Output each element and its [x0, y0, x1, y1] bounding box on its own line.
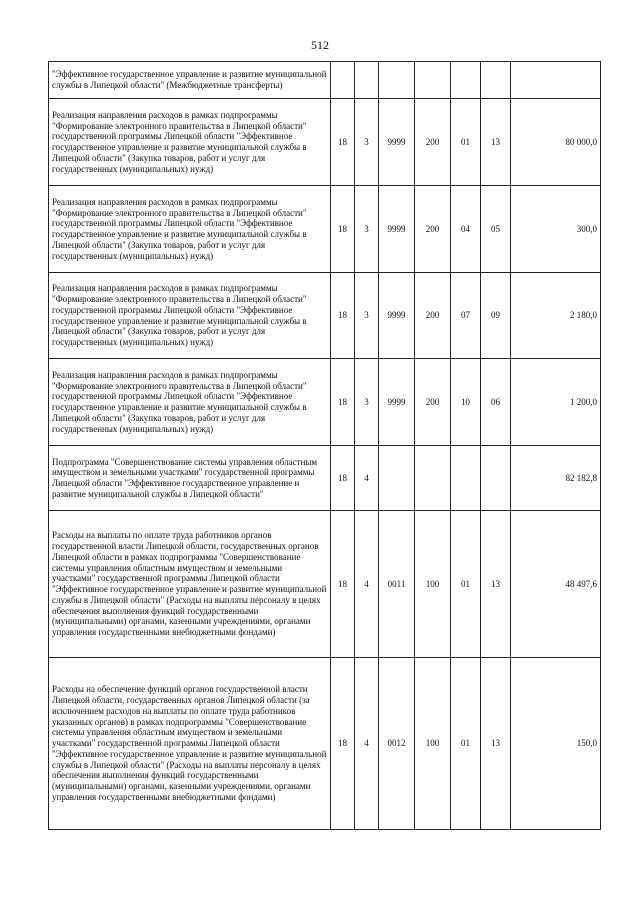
cell-subprogram: 3: [355, 359, 379, 446]
cell-section: [451, 446, 481, 511]
table-row: [49, 359, 601, 446]
cell-amount: 82 182,8: [511, 446, 601, 511]
cell-section: [451, 62, 481, 99]
cell-target: 0012: [379, 658, 415, 830]
cell-subprogram: 3: [355, 273, 379, 359]
cell-subprogram: 4: [355, 658, 379, 830]
cell-subsection: 06: [481, 359, 511, 446]
cell-subsection: [481, 62, 511, 99]
cell-expense-type: 200: [415, 359, 451, 446]
cell-ved: 18: [331, 511, 355, 658]
table-row: [49, 273, 601, 359]
table-row: [49, 186, 601, 273]
table-row: [49, 511, 601, 658]
cell-section: 01: [451, 658, 481, 830]
cell-subsection: 13: [481, 99, 511, 186]
cell-section: 01: [451, 511, 481, 658]
table-row: [49, 62, 601, 99]
row-name: Реализация направления расходов в рамках подпрограммы "Формирование электронного правительства в Липецкой области" государственной программы Липецкой области "Эффективное государственное управление и развитие муниципальной службы в Липецкой области" (Закупка товаров, работ и услуг для государственных (муниципальных) нужд): [49, 273, 331, 359]
cell-section: 01: [451, 99, 481, 186]
row-name: Расходы на выплаты по оплате труда работников органов государственной власти Липецкой области, государственных органов Липецкой области в рамках подпрограммы "Совершенствование системы управления областным имуществом и земельными участками" государственной программы Липецкой области "Эффективное государственное управление и развитие муниципальной службы в Липецкой области" (Расходы на выплаты персоналу в целях обеспечения выполнения функций государственными (муниципальными) органами, казенными учреждениями, органами управления государственными внебюджетными фондами): [49, 511, 331, 658]
cell-subprogram: [355, 62, 379, 99]
cell-target: 9999: [379, 186, 415, 273]
row-name: Реализация направления расходов в рамках подпрограммы "Формирование электронного правительства в Липецкой области" государственной программы Липецкой области "Эффективное государственное управление и развитие муниципальной службы в Липецкой области" (Закупка товаров, работ и услуг для государственных (муниципальных) нужд): [49, 186, 331, 273]
cell-amount: 150,0: [511, 658, 601, 830]
cell-ved: [331, 62, 355, 99]
cell-target: [379, 446, 415, 511]
cell-subprogram: 3: [355, 99, 379, 186]
cell-amount: 2 180,0: [511, 273, 601, 359]
cell-target: 9999: [379, 99, 415, 186]
cell-subsection: 05: [481, 186, 511, 273]
cell-subprogram: 3: [355, 186, 379, 273]
cell-ved: 18: [331, 359, 355, 446]
cell-expense-type: 100: [415, 658, 451, 830]
cell-ved: 18: [331, 273, 355, 359]
table-row: [49, 99, 601, 186]
cell-subsection: 13: [481, 511, 511, 658]
row-name: Подпрограмма "Совершенствование системы управления областным имуществом и земельными участками" государственной программы Липецкой области "Эффективное государственное управление и развитие муниципальной службы в Липецкой области": [49, 446, 331, 511]
cell-target: 9999: [379, 273, 415, 359]
cell-section: 07: [451, 273, 481, 359]
cell-amount: 1 200,0: [511, 359, 601, 446]
cell-target: 9999: [379, 359, 415, 446]
row-name: Реализация направления расходов в рамках подпрограммы "Формирование электронного правительства в Липецкой области" государственной программы Липецкой области "Эффективное государственное управление и развитие муниципальной службы в Липецкой области" (Закупка товаров, работ и услуг для государственных (муниципальных) нужд): [49, 359, 331, 446]
cell-expense-type: 200: [415, 99, 451, 186]
cell-section: 10: [451, 359, 481, 446]
row-name: Реализация направления расходов в рамках подпрограммы "Формирование электронного правительства в Липецкой области" государственной программы Липецкой области "Эффективное государственное управление и развитие муниципальной службы в Липецкой области" (Закупка товаров, работ и услуг для государственных (муниципальных) нужд): [49, 99, 331, 186]
row-name: "Эффективное государственное управление и развитие муниципальной службы в Липецкой области" (Межбюджетные трансферты): [49, 62, 331, 99]
cell-section: 04: [451, 186, 481, 273]
table-row: [49, 658, 601, 830]
table-row: [49, 446, 601, 511]
cell-subprogram: 4: [355, 511, 379, 658]
cell-expense-type: 200: [415, 273, 451, 359]
cell-amount: [511, 62, 601, 99]
cell-expense-type: [415, 62, 451, 99]
cell-ved: 18: [331, 658, 355, 830]
budget-table: [48, 61, 601, 830]
cell-amount: 48 497,6: [511, 511, 601, 658]
cell-expense-type: 100: [415, 511, 451, 658]
cell-expense-type: 200: [415, 186, 451, 273]
cell-ved: 18: [331, 186, 355, 273]
cell-expense-type: [415, 446, 451, 511]
cell-ved: 18: [331, 99, 355, 186]
cell-ved: 18: [331, 446, 355, 511]
cell-amount: 300,0: [511, 186, 601, 273]
cell-subprogram: 4: [355, 446, 379, 511]
cell-subsection: [481, 446, 511, 511]
cell-target: 0011: [379, 511, 415, 658]
page-number: 512: [311, 38, 329, 52]
cell-target: [379, 62, 415, 99]
cell-subsection: 13: [481, 658, 511, 830]
cell-subsection: 09: [481, 273, 511, 359]
cell-amount: 80 000,0: [511, 99, 601, 186]
row-name: Расходы на обеспечение функций органов государственной власти Липецкой области, государственных органов Липецкой области (за исключением расходов на выплаты по оплате труда работников указанных органов) в рамках подпрограммы "Совершенствование системы управления областным имуществом и земельными участками" государственной программы Липецкой области "Эффективное государственное управление и развитие муниципальной службы в Липецкой области" (Расходы на выплаты персоналу в целях обеспечения выполнения функций государственными (муниципальными) органами, казенными учреждениями, органами управления государственными внебюджетными фондами): [49, 658, 331, 830]
